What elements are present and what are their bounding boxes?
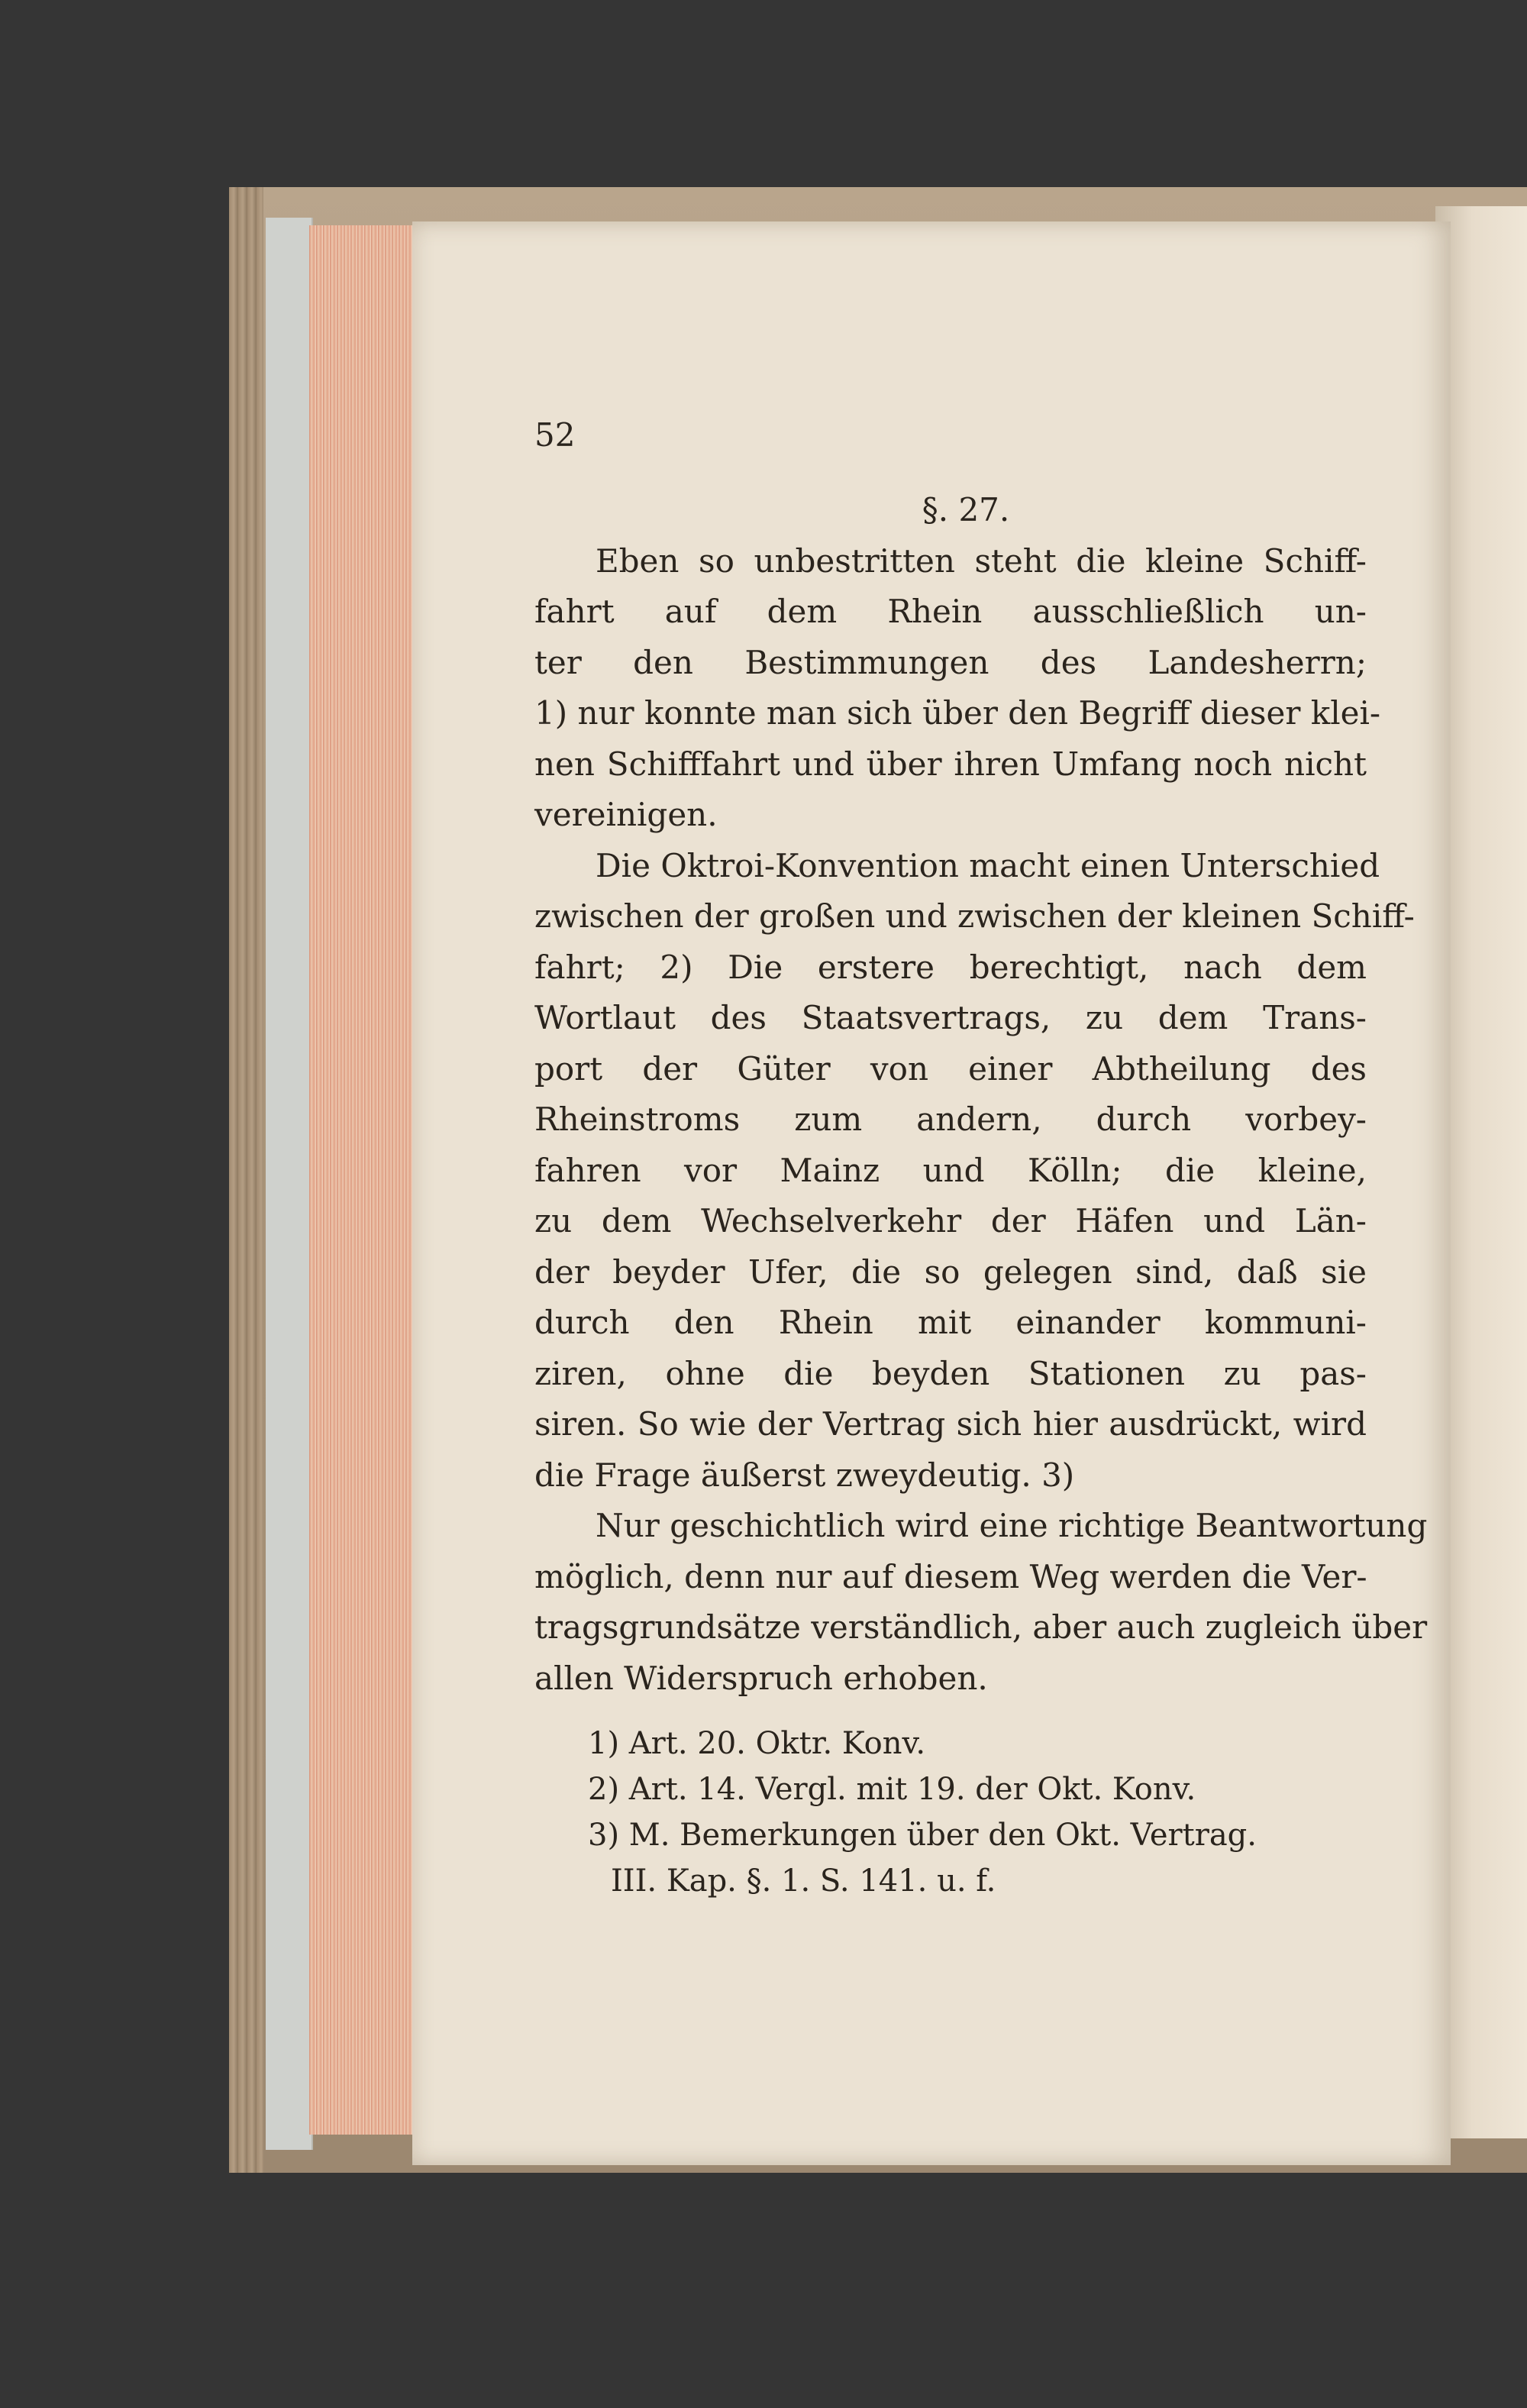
text-line: tragsgrundsätze verständlich, aber auch zugleich über <box>534 1608 1428 1646</box>
text-line: Eben so unbestritten steht die kleine Schiff- <box>596 541 1367 580</box>
text-line: fahrt auf dem Rhein ausschließlich un- <box>534 593 1367 630</box>
text-line: Die Oktroi-Konvention macht einen Unterschied <box>596 846 1380 884</box>
text-line: Wortlaut des Staatsvertrags, zu dem Trans- <box>534 999 1367 1036</box>
paragraph-3 <box>534 1501 1428 1704</box>
text-line: der beyder Ufer, die so gelegen sind, daß sie <box>534 1252 1367 1291</box>
footnotes <box>534 1721 1367 1904</box>
footnote: 3) M. Bemerkungen über den Okt. Vertrag. <box>588 1818 1257 1853</box>
text-line: siren. So wie der Vertrag sich hier ausdrückt, wird <box>534 1405 1367 1443</box>
text-line: nen Schifffahrt und über ihren Umfang noch nicht <box>534 745 1367 783</box>
book-spine <box>229 187 263 2173</box>
text-line: allen Widerspruch erhoben. <box>534 1659 988 1697</box>
text-line: Rheinstroms zum andern, durch vorbey- <box>534 1101 1367 1138</box>
text-line: port der Güter von einer Abtheilung des <box>534 1049 1367 1088</box>
text-line: möglich, denn nur auf diesem Weg werden die Ver- <box>534 1557 1367 1595</box>
text-line: 1) nur konnte man sich über den Begriff dieser klei- <box>534 694 1381 732</box>
footnote: 1) Art. 20. Oktr. Konv. <box>588 1726 926 1761</box>
footnote-continuation: III. Kap. §. 1. S. 141. u. f. <box>611 1863 996 1899</box>
text-line: durch den Rhein mit einander kommuni- <box>534 1304 1367 1341</box>
text-line: die Frage äußerst zweydeutig. 3) <box>534 1456 1075 1494</box>
footnote: 2) Art. 14. Vergl. mit 19. der Okt. Konv. <box>588 1772 1196 1807</box>
paragraph-1 <box>534 536 1381 841</box>
text-line: zwischen der großen und zwischen der kleinen Schiff- <box>534 897 1415 935</box>
text-line: vereinigen. <box>534 796 718 833</box>
text-line: fahrt; 2) Die erstere berechtigt, nach dem <box>534 948 1367 986</box>
text-line: fahren vor Mainz und Kölln; die kleine, <box>534 1151 1367 1189</box>
text-line: zu dem Wechselverkehr der Häfen und Län- <box>534 1202 1367 1240</box>
text-line: Nur geschichtlich wird eine richtige Beantwortung <box>596 1507 1428 1544</box>
page-text <box>534 412 1428 1904</box>
text-line: ziren, ohne die beyden Stationen zu pas- <box>534 1354 1367 1392</box>
paste-down-sheet <box>266 218 313 2150</box>
page-edges <box>309 225 416 2135</box>
paragraph-2 <box>534 841 1415 1501</box>
section-heading: §. 27. <box>922 491 1010 528</box>
text-line: ter den Bestimmungen des Landesherrn; <box>534 643 1367 681</box>
page-number: 52 <box>534 416 576 454</box>
